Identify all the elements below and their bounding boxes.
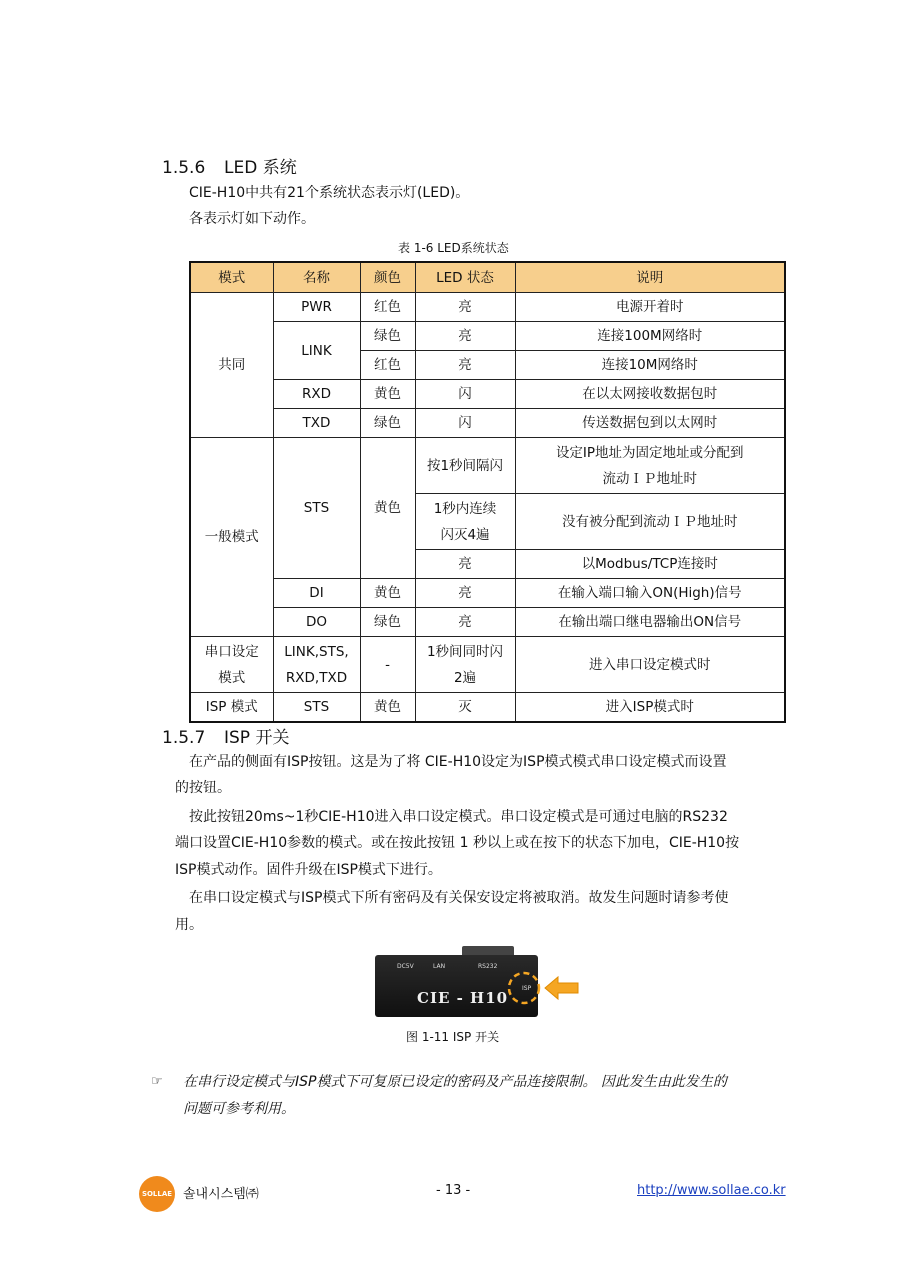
cell-state: 亮 xyxy=(415,579,515,608)
paragraph-line: 的按钮。 xyxy=(175,780,231,796)
cell-desc: 连接100M网络时 xyxy=(515,322,785,351)
table-row xyxy=(190,380,785,409)
section-number: 1.5.7 xyxy=(162,728,206,748)
state-line: 2遍 xyxy=(453,669,477,686)
cell-state: 按1秒间隔闪 xyxy=(415,438,515,494)
cell-desc: 传送数据包到以太网时 xyxy=(515,409,785,438)
cell-desc: 在输出端口继电器输出ON信号 xyxy=(515,608,785,637)
device-label: DC5V xyxy=(397,963,414,970)
header-description: 说明 xyxy=(515,262,785,293)
cell-color: 黄色 xyxy=(360,438,415,579)
website-link[interactable]: http://www.sollae.co.kr xyxy=(637,1183,786,1198)
cell-desc: 在以太网接收数据包时 xyxy=(515,380,785,409)
section-heading-1-5-6 xyxy=(162,153,297,178)
header-mode: 模式 xyxy=(190,262,273,293)
state-line: 1秒间同时闪 xyxy=(426,643,504,660)
cell-state: 亮 xyxy=(415,550,515,579)
cell-name: TXD xyxy=(273,409,360,438)
table-row xyxy=(190,579,785,608)
paragraph-line: 端口设置CIE-H10参数的模式。或在按此按钮 1 秒以上或在按下的状态下加电，CIE-H10按 xyxy=(175,835,740,851)
table-header-row xyxy=(190,262,785,293)
note-line-2: 问题可参考利用。 xyxy=(183,1101,295,1117)
group-serial xyxy=(190,637,273,693)
name-line: LINK,STS, xyxy=(284,643,349,660)
cell-state xyxy=(415,637,515,693)
table-row xyxy=(190,693,785,722)
table-row xyxy=(190,322,785,351)
device-name: CIE - H10 xyxy=(417,989,509,1007)
device-label: LAN xyxy=(433,963,446,970)
figure-caption: 图 1-11 ISP 开关 xyxy=(406,1030,500,1044)
cell-state: 亮 xyxy=(415,322,515,351)
cell-desc: 在输入端口输入ON(High)信号 xyxy=(515,579,785,608)
cell-name: STS xyxy=(273,693,360,722)
cell-color: 绿色 xyxy=(360,608,415,637)
cell-name: DI xyxy=(273,579,360,608)
cell-name: PWR xyxy=(273,293,360,322)
state-line: 闪灭4遍 xyxy=(440,526,490,543)
cell-color: 绿色 xyxy=(360,409,415,438)
cell-name: DO xyxy=(273,608,360,637)
cell-desc: 没有被分配到流动ＩＰ地址时 xyxy=(515,494,785,550)
cell-desc: 连接10M网络时 xyxy=(515,351,785,380)
cell-color: 黄色 xyxy=(360,579,415,608)
note-hand-icon: ☞ xyxy=(151,1074,163,1089)
header-led-state: LED 状态 xyxy=(415,262,515,293)
section-title: LED 系统 xyxy=(224,158,297,178)
cell-desc: 以Modbus/TCP连接时 xyxy=(515,550,785,579)
paragraph-line: 在串口设定模式与ISP模式下所有密码及有关保安设定将被取消。故发生问题时请参考使 xyxy=(189,890,729,906)
cell-color: 黄色 xyxy=(360,693,415,722)
header-name: 名称 xyxy=(273,262,360,293)
state-line: 1秒内连续 xyxy=(433,500,497,517)
group-isp: ISP 模式 xyxy=(190,693,273,722)
cell-state: 闪 xyxy=(415,409,515,438)
paragraph-line: 按此按钮20ms~1秒CIE-H10进入串口设定模式。串口设定模式是可通过电脑的RS232 xyxy=(189,809,728,825)
intro-line-2: 各表示灯如下动作。 xyxy=(189,211,315,227)
cell-name xyxy=(273,637,360,693)
device-label: ISP xyxy=(522,985,532,992)
group-common: 共同 xyxy=(190,293,273,438)
section-title: ISP 开关 xyxy=(224,728,290,748)
cell-color: 绿色 xyxy=(360,322,415,351)
company-logo: SOLLAE xyxy=(139,1176,175,1212)
table-row xyxy=(190,438,785,494)
cell-color: 黄色 xyxy=(360,380,415,409)
cell-state: 亮 xyxy=(415,293,515,322)
cell-color: - xyxy=(360,637,415,693)
section-number: 1.5.6 xyxy=(162,158,206,178)
cell-color: 红色 xyxy=(360,351,415,380)
group-general: 一般模式 xyxy=(190,438,273,637)
section-heading-1-5-7 xyxy=(162,723,289,748)
desc-line: 设定IP地址为固定地址或分配到 xyxy=(555,444,744,461)
cell-state: 亮 xyxy=(415,351,515,380)
intro-line-1: CIE-H10中共有21个系统状态表示灯(LED)。 xyxy=(189,185,470,201)
name-line: RXD,TXD xyxy=(285,669,348,686)
cell-desc: 进入串口设定模式时 xyxy=(515,637,785,693)
cell-name: STS xyxy=(273,438,360,579)
isp-highlight-icon xyxy=(500,965,585,1010)
table-row xyxy=(190,409,785,438)
led-status-table xyxy=(189,261,786,723)
cell-desc: 电源开着时 xyxy=(515,293,785,322)
paragraph-line: 用。 xyxy=(175,917,203,933)
paragraph-line: ISP模式动作。固件升级在ISP模式下进行。 xyxy=(175,862,442,878)
cell-name: RXD xyxy=(273,380,360,409)
cell-desc: 进入ISP模式时 xyxy=(515,693,785,722)
device-label: RS232 xyxy=(478,963,498,970)
company-name: 솔내시스템㈜ xyxy=(183,1187,259,1202)
paragraph-line: 在产品的侧面有ISP按钮。这是为了将 CIE-H10设定为ISP模式模式串口设定模式而设置 xyxy=(189,754,727,770)
header-color: 颜色 xyxy=(360,262,415,293)
desc-line: 流动ＩＰ地址时 xyxy=(602,470,697,487)
cell-color: 红色 xyxy=(360,293,415,322)
cell-state: 闪 xyxy=(415,380,515,409)
cell-state: 灭 xyxy=(415,693,515,722)
group-line: 串口设定 xyxy=(204,643,259,660)
cell-name: LINK xyxy=(273,322,360,380)
cell-state: 亮 xyxy=(415,608,515,637)
group-line: 模式 xyxy=(218,669,246,686)
table-row xyxy=(190,608,785,637)
table-row xyxy=(190,637,785,693)
table-row xyxy=(190,293,785,322)
table-caption: 表 1-6 LED系统状态 xyxy=(398,241,509,255)
note-line-1: 在串行设定模式与ISP模式下可复原已设定的密码及产品连接限制。 因此发生由此发生的 xyxy=(183,1074,727,1090)
page-number: - 13 - xyxy=(436,1183,471,1198)
cell-state xyxy=(415,494,515,550)
cell-desc xyxy=(515,438,785,494)
